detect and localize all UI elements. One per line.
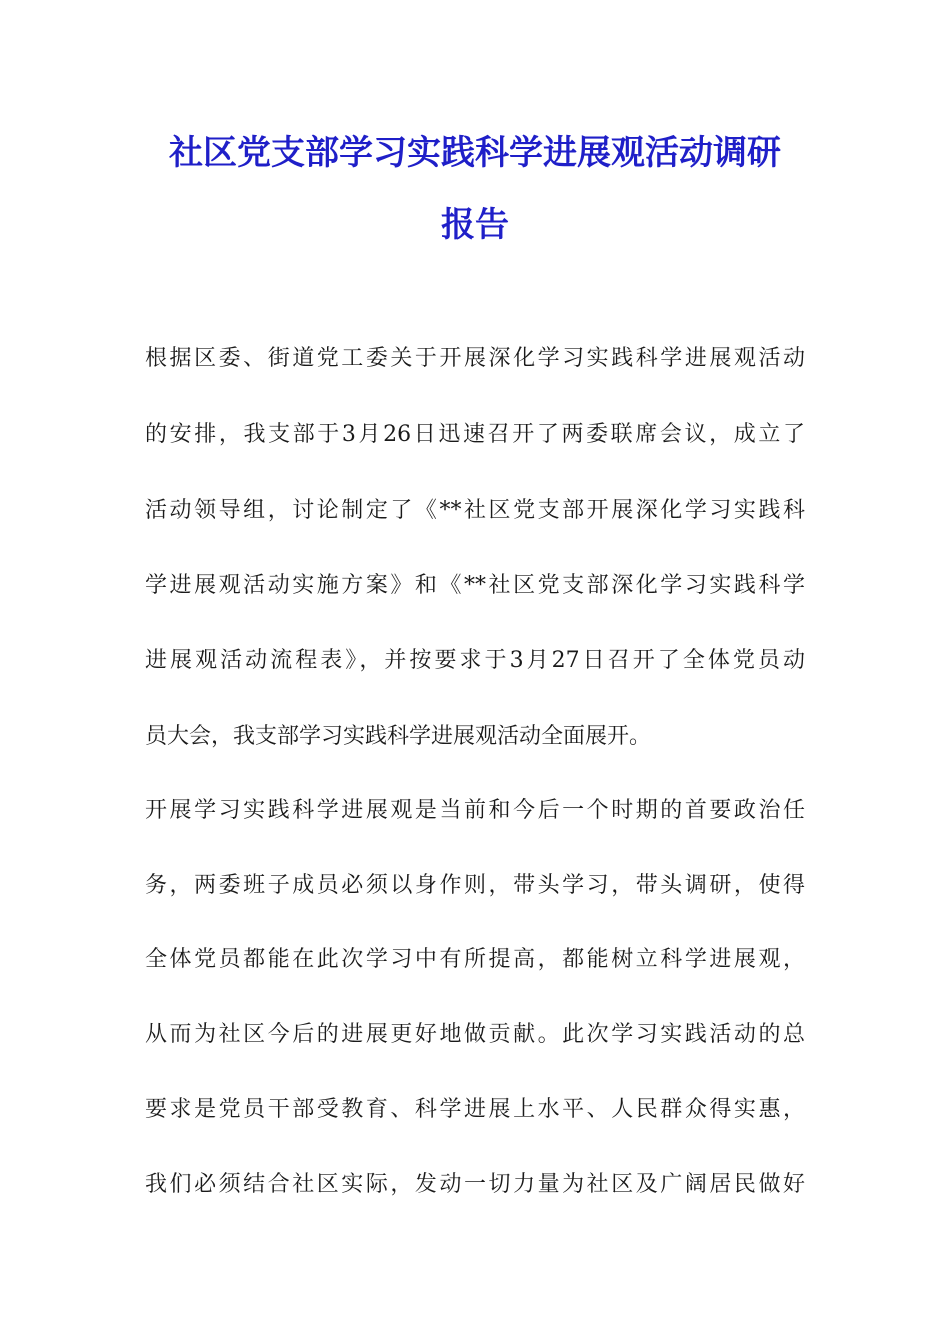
paragraph-1-line-1: 根据区委、街道党工委关于开展深化学习实践科学进展观活动 (145, 346, 805, 371)
paragraph-2-line-3: 全体党员都能在此次学习中有所提高，都能树立科学进展观， (145, 947, 805, 972)
paragraph-2-line-5: 要求是党员干部受教育、科学进展上水平、人民群众得实惠， (145, 1097, 805, 1122)
document-title-line-1: 社区党支部学习实践科学进展观活动调研 (169, 133, 781, 173)
paragraph-2-line-1: 开展学习实践科学进展观是当前和今后一个时期的首要政治任 (145, 798, 805, 823)
paragraph-1-line-5: 进展观活动流程表》，并按要求于3月27日召开了全体党员动 (145, 648, 805, 673)
paragraph-2-line-6: 我们必须结合社区实际，发动一切力量为社区及广阔居民做好 (145, 1172, 805, 1197)
paragraph-1-line-6: 员大会，我支部学习实践科学进展观活动全面展开。 (145, 724, 652, 749)
paragraph-1-line-2: 的安排，我支部于3月26日迅速召开了两委联席会议，成立了 (145, 422, 805, 447)
paragraph-2-line-2: 务，两委班子成员必须以身作则，带头学习，带头调研，使得 (145, 873, 805, 898)
paragraph-2-line-4: 从而为社区今后的进展更好地做贡献。此次学习实践活动的总 (145, 1022, 805, 1047)
paragraph-1-line-3: 活动领导组，讨论制定了《**社区党支部开展深化学习实践科 (145, 498, 805, 523)
paragraph-1-line-4: 学进展观活动实施方案》和《**社区党支部深化学习实践科学 (145, 573, 805, 598)
document-title-line-2: 报告 (441, 205, 509, 245)
